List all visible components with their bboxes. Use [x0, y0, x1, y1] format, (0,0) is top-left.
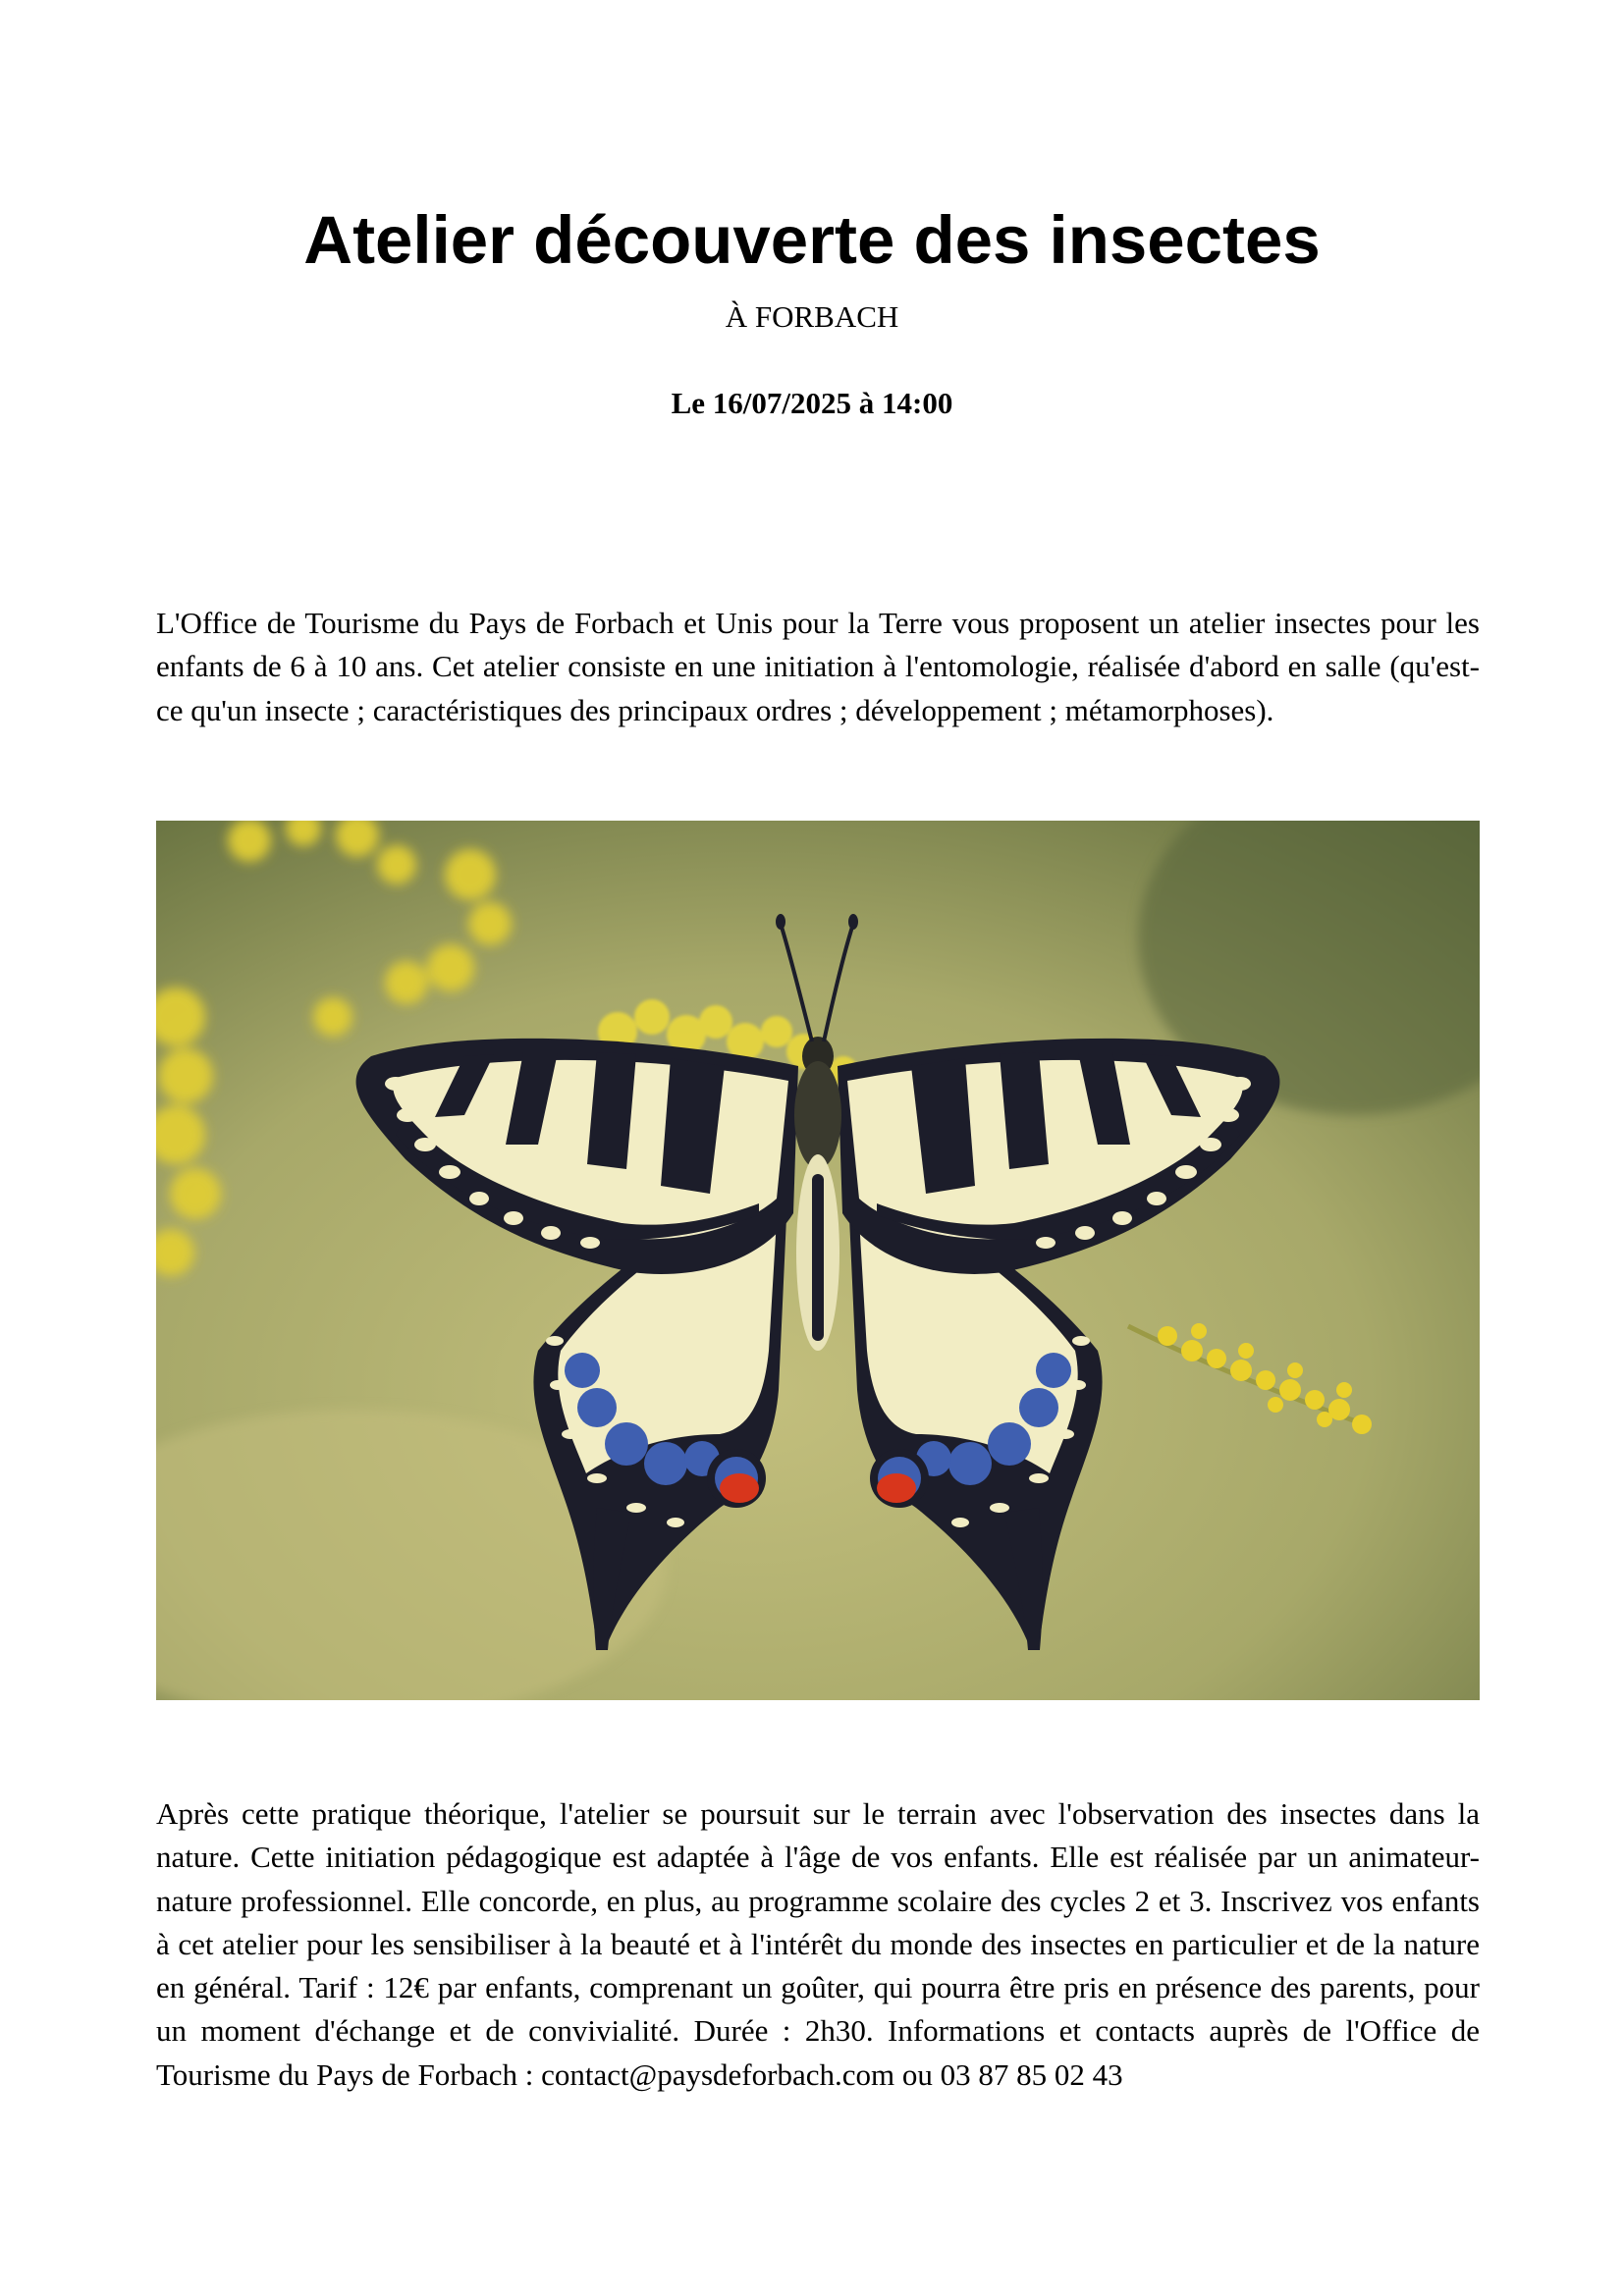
event-location: À FORBACH — [725, 299, 899, 334]
page-title: Atelier découverte des insectes — [303, 202, 1321, 278]
details-paragraph: Après cette pratique théorique, l'atelier se poursuit sur le terrain avec l'observation des insectes dans la nature. Cette initiation pédagogique est adaptée à l'âge de vos enfants. Elle est réalisée par un animateur-nature professionnel. Elle concorde, en plus, au programme scolaire des cycles 2 et 3. Inscrivez vos enfants à cet atelier pour les sensibiliser à la beauté et à l'intérêt du monde des insectes en particulier et de la nature en général. Tarif : 12€ par enfants, comprenant un goûter, qui pourra être pris en présence des parents, pour un moment d'échange et de convivialité. Durée : 2h30. Informations et contacts auprès de l'Office de Tourisme du Pays de Forbach : contact@paysdeforbach.com ou 03 87 85 02 43 — [156, 1796, 1480, 2092]
event-date: Le 16/07/2025 à 14:00 — [671, 386, 953, 420]
swallowtail-butterfly-photo — [156, 821, 1480, 1700]
intro-paragraph: L'Office de Tourisme du Pays de Forbach et Unis pour la Terre vous proposent un atelier insectes pour les enfants de 6 à 10 ans. Cet atelier consiste en une initiation à l'entomologie, réalisée d'abord en salle (qu'est-ce qu'un insecte ; caractéristiques des principaux ordres ; développement ; métamorphoses). — [156, 606, 1480, 727]
